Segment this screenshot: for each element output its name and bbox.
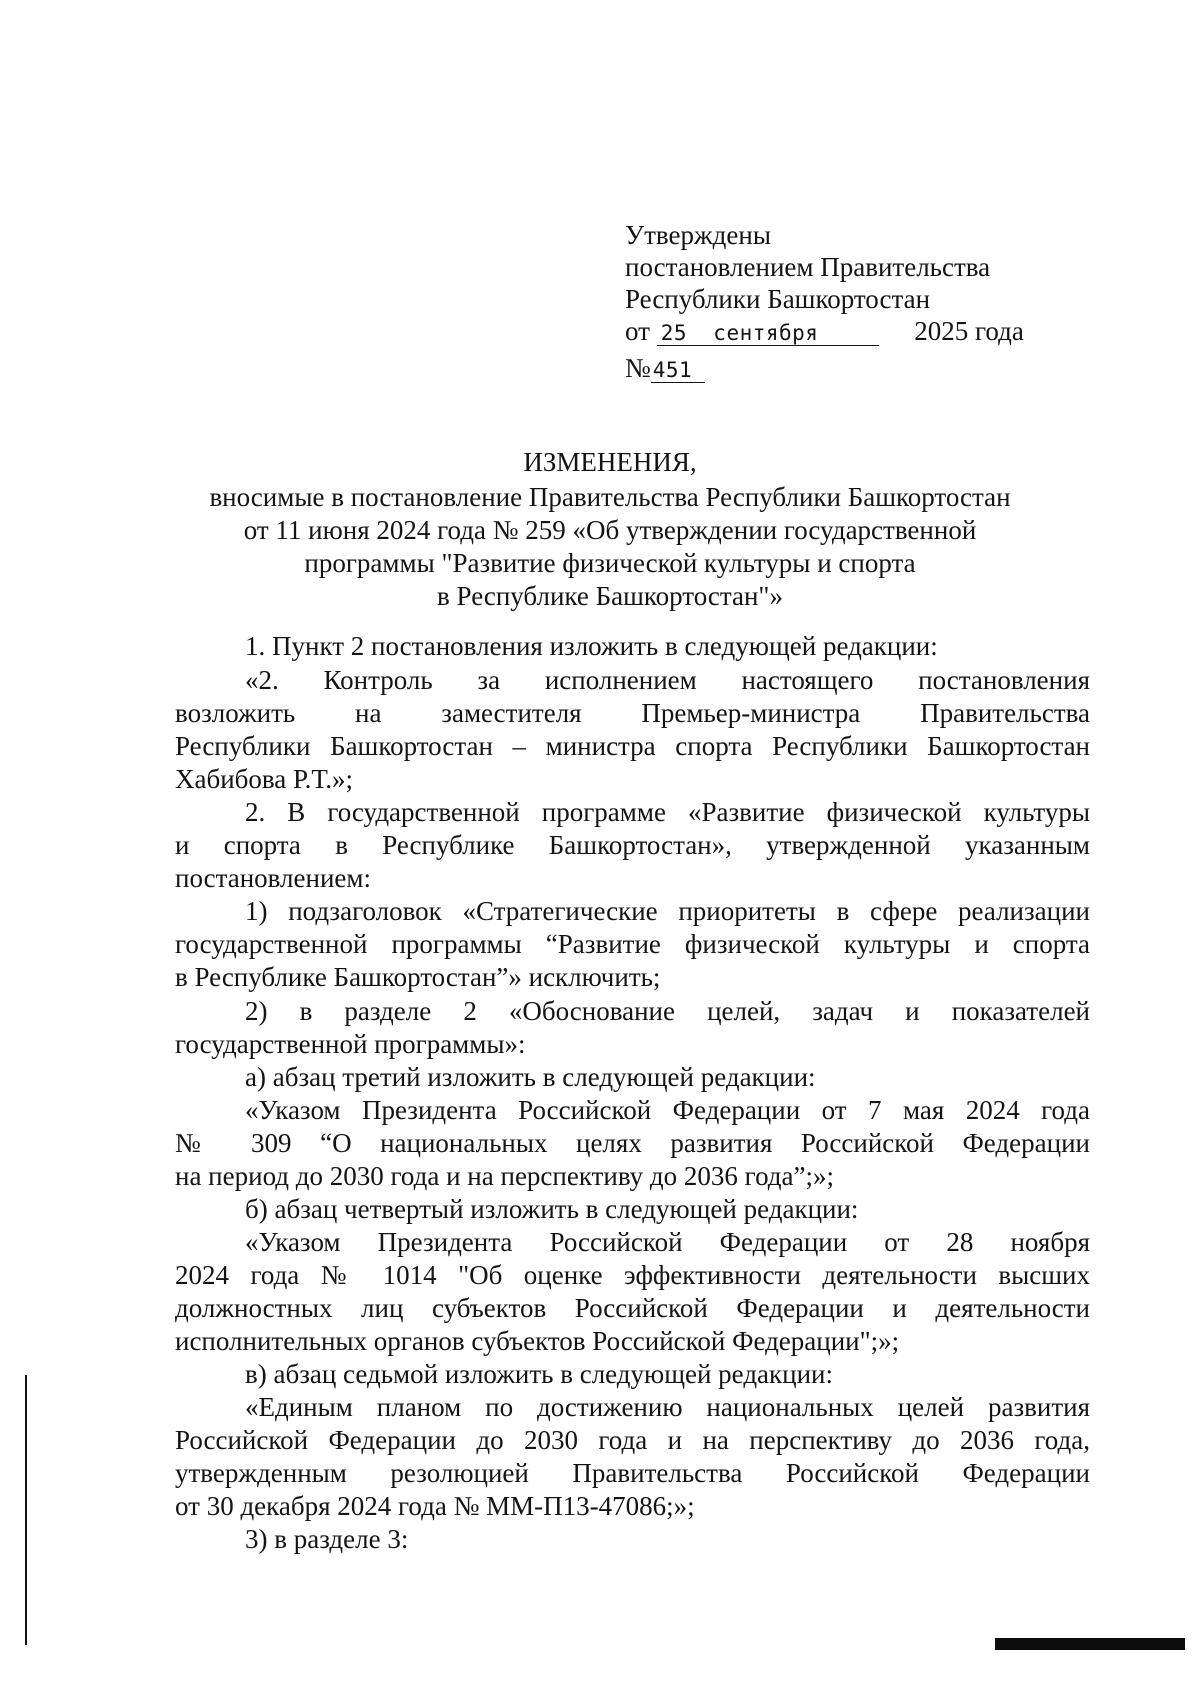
heading-line-3: программы "Развитие физической культуры и спорта <box>304 548 916 578</box>
paragraph-3-line-2: и спорта в Республике Башкортостан», утвержденной указанным <box>175 830 1090 860</box>
paragraph-8: б) абзац четвертый изложить в следующей редакции: <box>245 1194 859 1224</box>
number-prefix: № <box>625 353 651 383</box>
paragraph-4-line-1: 1) подзаголовок «Стратегические приоритеты в сфере реализации <box>245 896 1090 926</box>
paragraph-7-line-1: «Указом Президента Российской Федерации от 7 мая 2024 года <box>245 1095 1090 1125</box>
paragraph-9-line-4: исполнительных органов субъектов Российской Федерации";»; <box>175 1326 900 1356</box>
paragraph-5-line-1: 2) в разделе 2 «Обоснование целей, задач и показателей <box>245 996 1090 1026</box>
approval-number <box>625 352 705 384</box>
paragraph-9-line-3: должностных лиц субъектов Российской Федерации и деятельности <box>175 1293 1090 1323</box>
approval-date <box>625 315 1024 347</box>
paragraph-2-line-1: «2. Контроль за исполнением настоящего постановления <box>245 665 1090 695</box>
paragraph-2-line-3: Республики Башкортостан – министра спорта Республики Башкортостан <box>175 731 1090 761</box>
paragraph-11-line-1: «Единым планом по достижению национальных целей развития <box>245 1392 1090 1422</box>
paragraph-3-line-1: 2. В государственной программе «Развитие физической культуры <box>245 797 1090 827</box>
paragraph-12: 3) в разделе 3: <box>245 1524 409 1554</box>
paragraph-9-line-1: «Указом Президента Российской Федерации от 28 ноября <box>245 1227 1090 1257</box>
approval-line-3: Республики Башкортостан <box>625 284 931 314</box>
paragraph-1: 1. Пункт 2 постановления изложить в следующей редакции: <box>245 631 938 661</box>
heading-line-4: в Республике Башкортостан"» <box>437 581 783 611</box>
date-day: 25 <box>660 321 687 345</box>
approval-line-1: Утверждены <box>625 220 771 250</box>
paragraph-7-line-3: на период до 2030 года и на перспективу до 2036 года”;»; <box>175 1161 834 1191</box>
paragraph-9-line-2: 2024 года № 1014 "Об оценке эффективности деятельности высших <box>175 1260 1090 1290</box>
approval-line-2: постановлением Правительства <box>625 252 991 282</box>
paragraph-4-line-3: в Республике Башкортостан”» исключить; <box>175 962 661 992</box>
paragraph-11-line-3: утвержденным резолюцией Правительства Российской Федерации <box>175 1458 1090 1488</box>
paragraph-7-line-2: № 309 “О национальных целях развития Российской Федерации <box>175 1128 1090 1158</box>
paragraph-11-line-2: Российской Федерации до 2030 года и на перспективу до 2036 года, <box>175 1425 1090 1455</box>
paragraph-3-line-3: постановлением: <box>175 863 371 893</box>
paragraph-2-line-2: возложить на заместителя Премьер-министра Правительства <box>175 698 1090 728</box>
date-field <box>657 321 879 346</box>
heading-line-2: от 11 июня 2024 года № 259 «Об утверждении государственной <box>243 515 977 545</box>
number-value: 451 <box>651 358 705 383</box>
date-prefix: от <box>625 316 650 346</box>
paragraph-11-line-4: от 30 декабря 2024 года № ММ-П13-47086;»; <box>175 1491 695 1521</box>
date-month: сентября <box>713 321 819 345</box>
paragraph-4-line-2: государственной программы “Развитие физической культуры и спорта <box>175 929 1090 959</box>
paragraph-2-line-4: Хабибова Р.Т.»; <box>175 764 353 794</box>
heading-line-1: вносимые в постановление Правительства Республики Башкортостан <box>209 482 1011 512</box>
paragraph-5-line-2: государственной программы»: <box>175 1029 526 1059</box>
scan-edge-vertical-line <box>25 1375 27 1645</box>
paragraph-10: в) абзац седьмой изложить в следующей редакции: <box>245 1359 834 1389</box>
date-year: 2025 года <box>914 316 1024 346</box>
scan-edge-horizontal-bar <box>995 1638 1185 1650</box>
heading-title: ИЗМЕНЕНИЯ, <box>523 447 697 477</box>
paragraph-6: а) абзац третий изложить в следующей редакции: <box>245 1062 816 1092</box>
